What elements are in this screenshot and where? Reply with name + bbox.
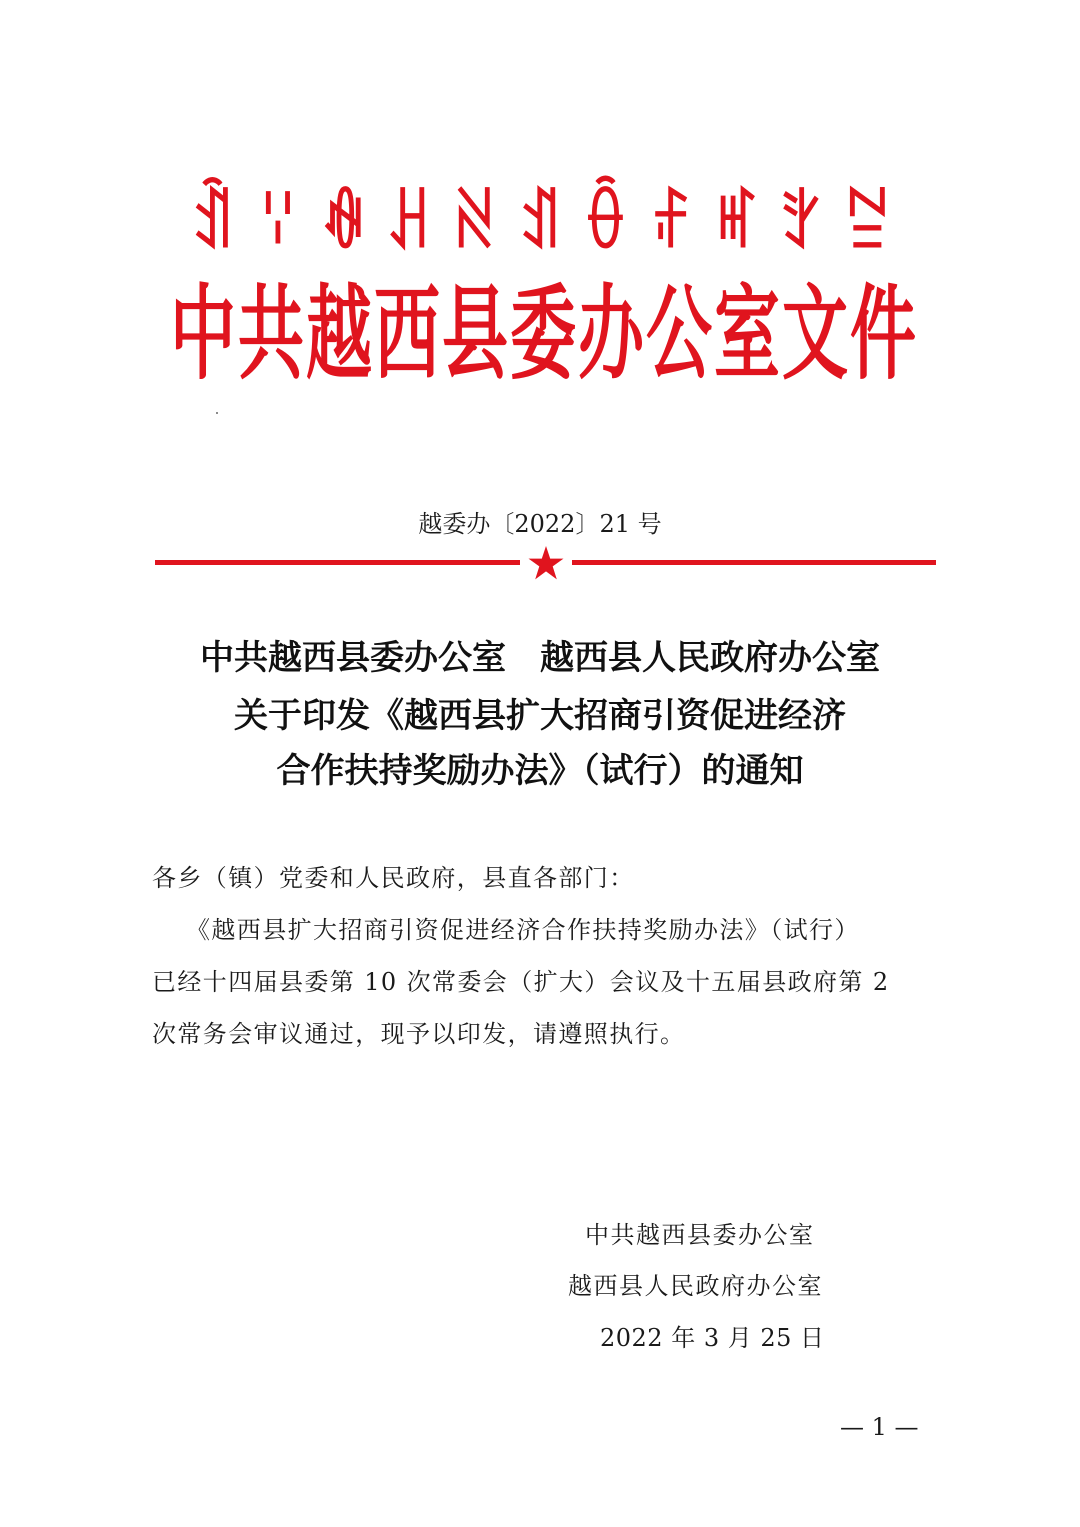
notice-title-line-3: 合作扶持奖励办法》（试行）的通知 <box>276 751 804 791</box>
scan-speck <box>216 412 218 414</box>
notice-title-line-2: 关于印发《越西县扩大招商引资促进经济 <box>234 696 846 736</box>
red-star-icon <box>528 546 564 580</box>
notice-title-line-1: 中共越西县委办公室 越西县人民政府办公室 <box>200 638 880 678</box>
signature-org-1: 中共越西县委办公室 <box>585 1221 815 1249</box>
yi-glyph: ꋊ <box>451 184 498 263</box>
signature-date: 2022 年 3 月 25 日 <box>600 1324 825 1352</box>
yi-glyph: ꎭ <box>713 184 760 263</box>
issuing-org-title <box>170 270 918 400</box>
page-number: — 1 — <box>840 1413 919 1441</box>
yi-glyph: ꊂ <box>844 184 890 263</box>
yi-glyph: ꇬ <box>779 184 825 263</box>
body-paragraph-line-1: 《越西县扩大招商引资促进经济合作扶持奖励办法》（试行） <box>186 916 860 944</box>
document-number: 越委办〔2022〕21 号 <box>418 510 662 538</box>
body-paragraph-line-2: 已经十四届县委第 10 次常委会（扩大）会议及十五届县政府第 2 <box>152 968 890 996</box>
yi-glyph: ꂶ <box>582 184 629 263</box>
yi-glyph: ꃅ <box>386 184 432 263</box>
red-divider-right <box>572 560 936 565</box>
red-divider-left <box>155 560 520 565</box>
salutation: 各乡（镇）党委和人民政府，县直各部门： <box>152 864 635 892</box>
yi-glyph: ꈌ <box>255 184 301 263</box>
yi-glyph: ꄙ <box>648 184 694 263</box>
body-paragraph-line-3: 次常务会审议通过，现予以印发，请遵照执行。 <box>152 1020 686 1048</box>
signature-org-2: 越西县人民政府办公室 <box>568 1272 823 1300</box>
issuing-org-title-text: 中共越西县委办公室文件 <box>170 274 918 394</box>
yi-glyph: ꀊ <box>517 184 563 263</box>
yi-glyph: ꊿ <box>320 184 367 263</box>
yi-glyph: ꀉ <box>190 184 236 263</box>
